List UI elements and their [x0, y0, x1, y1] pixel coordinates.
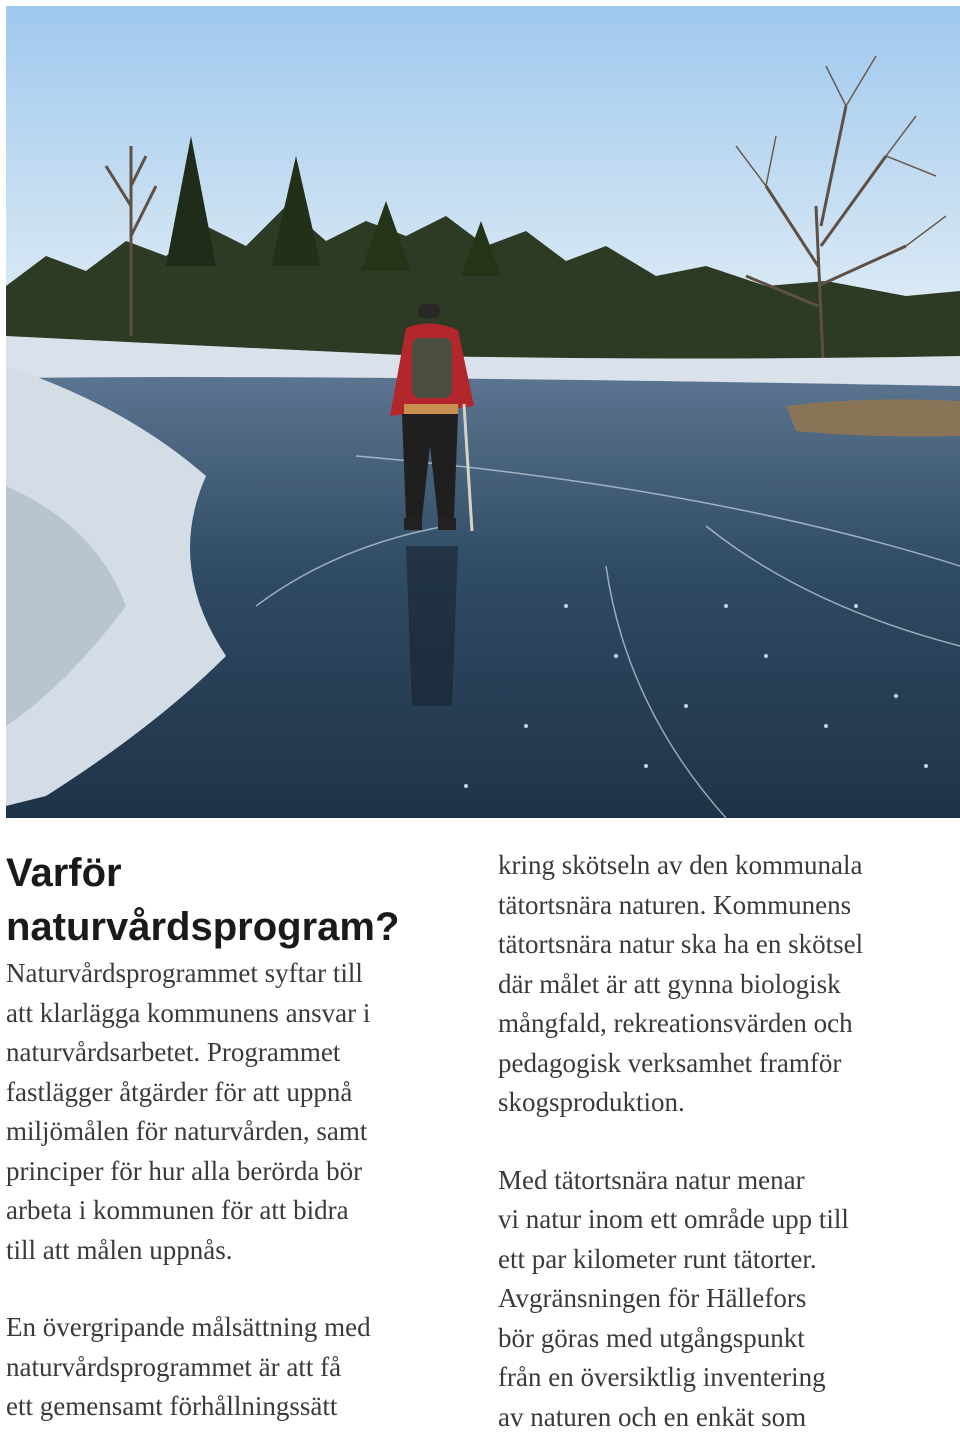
text-line: ett par kilometer runt tätorter. [498, 1240, 960, 1280]
text-line: vi natur inom ett område upp till [498, 1200, 960, 1240]
text-line: kring skötseln av den kommunala [498, 846, 960, 886]
section-heading [6, 846, 476, 954]
text-line: naturvårdsprogrammet är att få [6, 1348, 476, 1388]
photo-skater-on-frozen-lake-icon [6, 6, 960, 818]
text-line: ett gemensamt förhållningssätt [6, 1387, 476, 1427]
text-line: pedagogisk verksamhet framför [498, 1044, 960, 1084]
left-column [6, 846, 476, 1427]
text-line: Avgränsningen för Hällefors [498, 1279, 960, 1319]
text-line: fastlägger åtgärder för att uppnå [6, 1073, 476, 1113]
heading-line: naturvårdsprogram? [6, 900, 476, 954]
text-line: av naturen och en enkät som [498, 1398, 960, 1437]
right-paragraph-2 [498, 1161, 960, 1437]
text-line: från en översiktlig inventering [498, 1358, 960, 1398]
text-line: bör göras med utgångspunkt [498, 1319, 960, 1359]
text-line: principer för hur alla berörda bör [6, 1152, 476, 1192]
text-line: där målet är att gynna biologisk [498, 965, 960, 1005]
text-line: mångfald, rekreationsvärden och [498, 1004, 960, 1044]
text-line: Med tätortsnära natur menar [498, 1161, 960, 1201]
text-line: miljömålen för naturvården, samt [6, 1112, 476, 1152]
right-paragraph-1 [498, 846, 960, 1123]
text-line: naturvårdsarbetet. Programmet [6, 1033, 476, 1073]
text-line: att klarlägga kommunens ansvar i [6, 994, 476, 1034]
text-line: till att målen uppnås. [6, 1231, 476, 1271]
text-line: tätortsnära naturen. Kommunens [498, 886, 960, 926]
cover-photo [6, 6, 960, 818]
text-line: arbeta i kommunen för att bidra [6, 1191, 476, 1231]
text-line: Naturvårdsprogrammet syftar till [6, 954, 476, 994]
left-paragraph-1 [6, 954, 476, 1270]
heading-line: Varför [6, 846, 476, 900]
text-line: En övergripande målsättning med [6, 1308, 476, 1348]
right-column [498, 846, 960, 1437]
left-paragraph-2 [6, 1308, 476, 1427]
text-line: skogsproduktion. [498, 1083, 960, 1123]
text-line: tätortsnära natur ska ha en skötsel [498, 925, 960, 965]
